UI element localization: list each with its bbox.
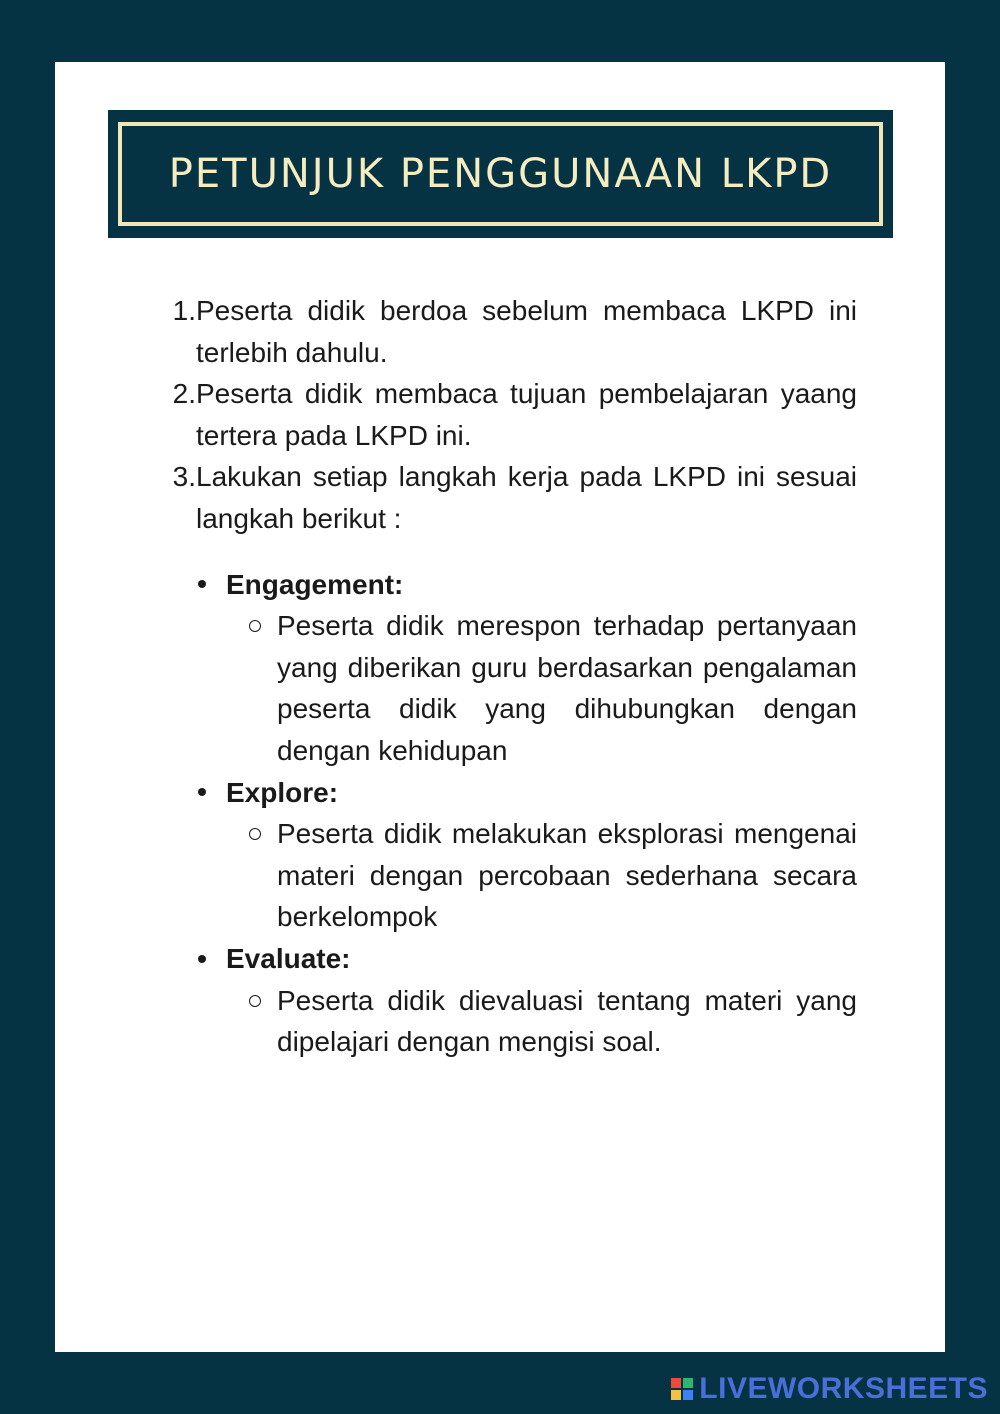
phase-detail bbox=[249, 980, 857, 1063]
logo-square bbox=[683, 1390, 693, 1400]
liveworksheets-logo-icon bbox=[671, 1378, 693, 1400]
phase-item bbox=[195, 564, 857, 606]
logo-square bbox=[671, 1390, 681, 1400]
phase-item bbox=[195, 938, 857, 980]
phase-label: Engagement: bbox=[226, 568, 404, 600]
bullet-icon bbox=[198, 955, 206, 963]
circle-bullet-icon bbox=[249, 828, 261, 840]
step-text: Peserta didik membaca tujuan pembelajaran yaang tertera pada LKPD ini. bbox=[196, 378, 857, 451]
step-item bbox=[165, 456, 857, 539]
step-number: 2. bbox=[172, 378, 196, 410]
logo-square bbox=[671, 1378, 681, 1388]
step-number: 3. bbox=[172, 461, 196, 493]
liveworksheets-watermark bbox=[671, 1372, 988, 1406]
step-text: Lakukan setiap langkah kerja pada LKPD ini sesuai langkah berikut : bbox=[196, 461, 857, 534]
phase-label: Explore: bbox=[226, 776, 339, 808]
phase-detail bbox=[249, 605, 857, 771]
watermark-text: LIVEWORKSHEETS bbox=[699, 1372, 988, 1405]
circle-bullet-icon bbox=[249, 995, 261, 1007]
page-title: PETUNJUK PENGGUNAAN LKPD bbox=[168, 151, 833, 197]
title-banner bbox=[108, 110, 893, 238]
step-item bbox=[165, 290, 857, 373]
phase-detail-text: Peserta didik merespon terhadap pertanyaan yang diberikan guru berdasarkan pengalaman peserta didik yang dihubungkan dengan dengan kehidupan bbox=[277, 610, 857, 766]
bullet-icon bbox=[198, 580, 206, 588]
step-text: Peserta didik berdoa sebelum membaca LKPD ini terlebih dahulu. bbox=[196, 295, 857, 368]
phase-label: Evaluate: bbox=[226, 942, 351, 974]
circle-bullet-icon bbox=[249, 620, 261, 632]
worksheet-page bbox=[55, 62, 945, 1352]
phase-item bbox=[195, 772, 857, 814]
phase-detail-text: Peserta didik dievaluasi tentang materi yang dipelajari dengan mengisi soal. bbox=[277, 984, 857, 1058]
bullet-icon bbox=[198, 788, 206, 796]
instructions bbox=[165, 290, 857, 1063]
phase-detail-text: Peserta didik melakukan eksplorasi mengenai materi dengan percobaan sederhana secara berkelompok bbox=[277, 818, 857, 933]
phase-detail bbox=[249, 813, 857, 938]
title-frame bbox=[118, 122, 883, 226]
logo-square bbox=[683, 1378, 693, 1388]
step-item bbox=[165, 373, 857, 456]
step-number: 1. bbox=[172, 295, 196, 326]
phase-list bbox=[195, 564, 857, 1063]
